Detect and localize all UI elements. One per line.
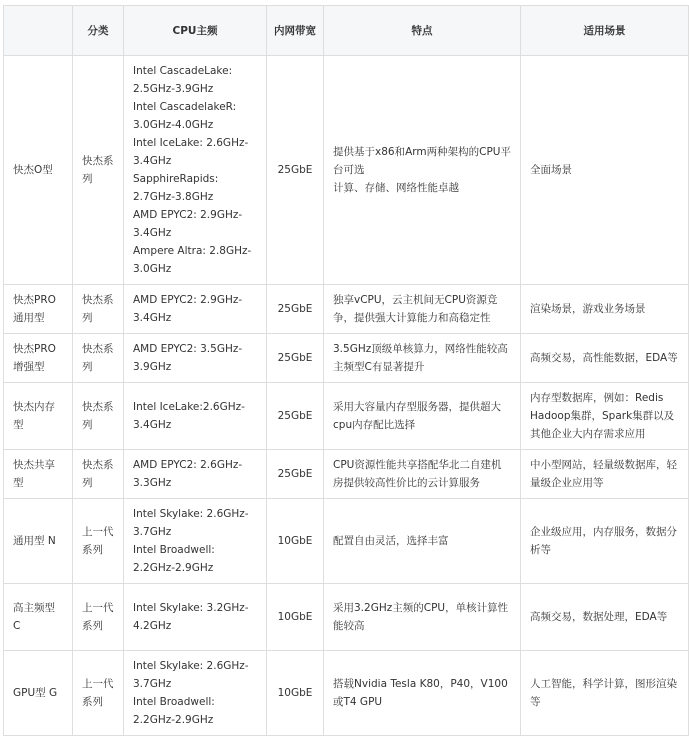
feature-line: 采用大容量内存型服务器，提供超大cpu内存配比选择 xyxy=(333,401,501,431)
table-header-row xyxy=(4,6,689,56)
table-row xyxy=(4,584,689,651)
cell-category: 快杰系列 xyxy=(73,334,124,383)
table-row xyxy=(4,499,689,584)
cell-category: 上一代系列 xyxy=(73,499,124,584)
cpu-line: Intel Skylake: 2.6GHz-3.7GHz xyxy=(133,660,249,690)
cpu-line: AMD EPYC2: 2.6GHz-3.3GHz xyxy=(133,459,243,489)
cell-category: 上一代系列 xyxy=(73,584,124,651)
cell-scenario: 人工智能，科学计算，图形渲染等 xyxy=(521,651,689,736)
feature-line: 提供基于x86和Arm两种架构的CPU平台可选 xyxy=(333,146,511,176)
cell-scenario: 高频交易，高性能数据，EDA等 xyxy=(521,334,689,383)
cpu-line: AMD EPYC2: 2.9GHz-3.4GHz xyxy=(133,209,243,239)
cell-cpu xyxy=(124,651,267,736)
feature-line: 3.5GHz顶级单核算力，网络性能较高主频型C有显著提升 xyxy=(333,343,508,373)
cpu-line: Intel Broadwell: 2.2GHz-2.9GHz xyxy=(133,544,215,574)
feature-line: 采用3.2GHz主频的CPU，单核计算性能较高 xyxy=(333,602,509,632)
cell-type: GPU型 G xyxy=(4,651,73,736)
cell-type: 快杰O型 xyxy=(4,56,73,285)
cell-cpu xyxy=(124,285,267,334)
cpu-line: Ampere Altra: 2.8GHz-3.0GHz xyxy=(133,245,252,275)
header-scenario: 适用场景 xyxy=(521,6,689,56)
cell-type: 快杰PRO通用型 xyxy=(4,285,73,334)
cell-scenario: 中小型网站，轻量级数据库，轻量级企业应用等 xyxy=(521,450,689,499)
cell-feature xyxy=(324,383,521,450)
table-row xyxy=(4,56,689,285)
cell-bandwidth: 25GbE xyxy=(267,450,324,499)
cell-cpu xyxy=(124,383,267,450)
cell-feature xyxy=(324,651,521,736)
feature-line: 配置自由灵活，选择丰富 xyxy=(333,535,449,547)
cell-feature xyxy=(324,334,521,383)
cell-bandwidth: 25GbE xyxy=(267,383,324,450)
header-feature: 特点 xyxy=(324,6,521,56)
header-category: 分类 xyxy=(73,6,124,56)
cell-category: 上一代系列 xyxy=(73,651,124,736)
cell-scenario: 高频交易，数据处理，EDA等 xyxy=(521,584,689,651)
feature-line: 搭载Nvidia Tesla K80，P40，V100或T4 GPU xyxy=(333,678,508,708)
header-cpu: CPU主频 xyxy=(124,6,267,56)
cell-feature xyxy=(324,285,521,334)
cell-bandwidth: 25GbE xyxy=(267,285,324,334)
table-row xyxy=(4,285,689,334)
cell-cpu xyxy=(124,584,267,651)
cell-category: 快杰系列 xyxy=(73,285,124,334)
cell-bandwidth: 25GbE xyxy=(267,334,324,383)
cell-scenario: 全面场景 xyxy=(521,56,689,285)
cpu-line: Intel Broadwell: 2.2GHz-2.9GHz xyxy=(133,696,215,726)
cpu-line: SapphireRapids: 2.7GHz-3.8GHz xyxy=(133,173,219,203)
cell-cpu xyxy=(124,499,267,584)
cell-category: 快杰系列 xyxy=(73,383,124,450)
cell-scenario: 渲染场景，游戏业务场景 xyxy=(521,285,689,334)
cpu-line: Intel CascadeLake: 2.5GHz-3.9GHz xyxy=(133,65,233,95)
cell-feature xyxy=(324,499,521,584)
cell-bandwidth: 10GbE xyxy=(267,584,324,651)
cell-cpu xyxy=(124,334,267,383)
cell-cpu xyxy=(124,450,267,499)
cell-feature xyxy=(324,56,521,285)
table-row xyxy=(4,651,689,736)
cpu-line: Intel IceLake:2.6GHz-3.4GHz xyxy=(133,401,245,431)
table-row xyxy=(4,450,689,499)
cell-bandwidth: 10GbE xyxy=(267,499,324,584)
feature-line: 独享vCPU，云主机间无CPU资源竞争，提供强大计算能力和高稳定性 xyxy=(333,294,498,324)
cpu-line: Intel IceLake: 2.6GHz-3.4GHz xyxy=(133,137,249,167)
cell-feature xyxy=(324,450,521,499)
cpu-line: Intel Skylake: 3.2GHz-4.2GHz xyxy=(133,602,249,632)
cpu-line: AMD EPYC2: 2.9GHz-3.4GHz xyxy=(133,294,243,324)
instance-type-table xyxy=(3,5,689,736)
table-row xyxy=(4,334,689,383)
feature-line: CPU资源性能共享搭配华北二自建机房提供较高性价比的云计算服务 xyxy=(333,459,502,489)
header-bandwidth: 内网带宽 xyxy=(267,6,324,56)
cell-type: 快杰内存型 xyxy=(4,383,73,450)
header-type xyxy=(4,6,73,56)
cell-scenario: 企业级应用，内存服务，数据分析等 xyxy=(521,499,689,584)
cpu-line: AMD EPYC2: 3.5GHz-3.9GHz xyxy=(133,343,243,373)
cell-feature xyxy=(324,584,521,651)
cell-type: 高主频型 C xyxy=(4,584,73,651)
cpu-line: Intel Skylake: 2.6GHz-3.7GHz xyxy=(133,508,249,538)
cell-cpu xyxy=(124,56,267,285)
cell-category: 快杰系列 xyxy=(73,56,124,285)
cell-type: 快杰PRO增强型 xyxy=(4,334,73,383)
cell-category: 快杰系列 xyxy=(73,450,124,499)
cell-scenario: 内存型数据库，例如：Redis Hadoop集群，Spark集群以及其他企业大内存需求应用 xyxy=(521,383,689,450)
cpu-line: Intel CascadelakeR: 3.0GHz-4.0GHz xyxy=(133,101,237,131)
table-row xyxy=(4,383,689,450)
cell-bandwidth: 10GbE xyxy=(267,651,324,736)
cell-bandwidth: 25GbE xyxy=(267,56,324,285)
feature-line: 计算、存储、网络性能卓越 xyxy=(333,182,459,194)
cell-type: 通用型 N xyxy=(4,499,73,584)
cell-type: 快杰共享型 xyxy=(4,450,73,499)
